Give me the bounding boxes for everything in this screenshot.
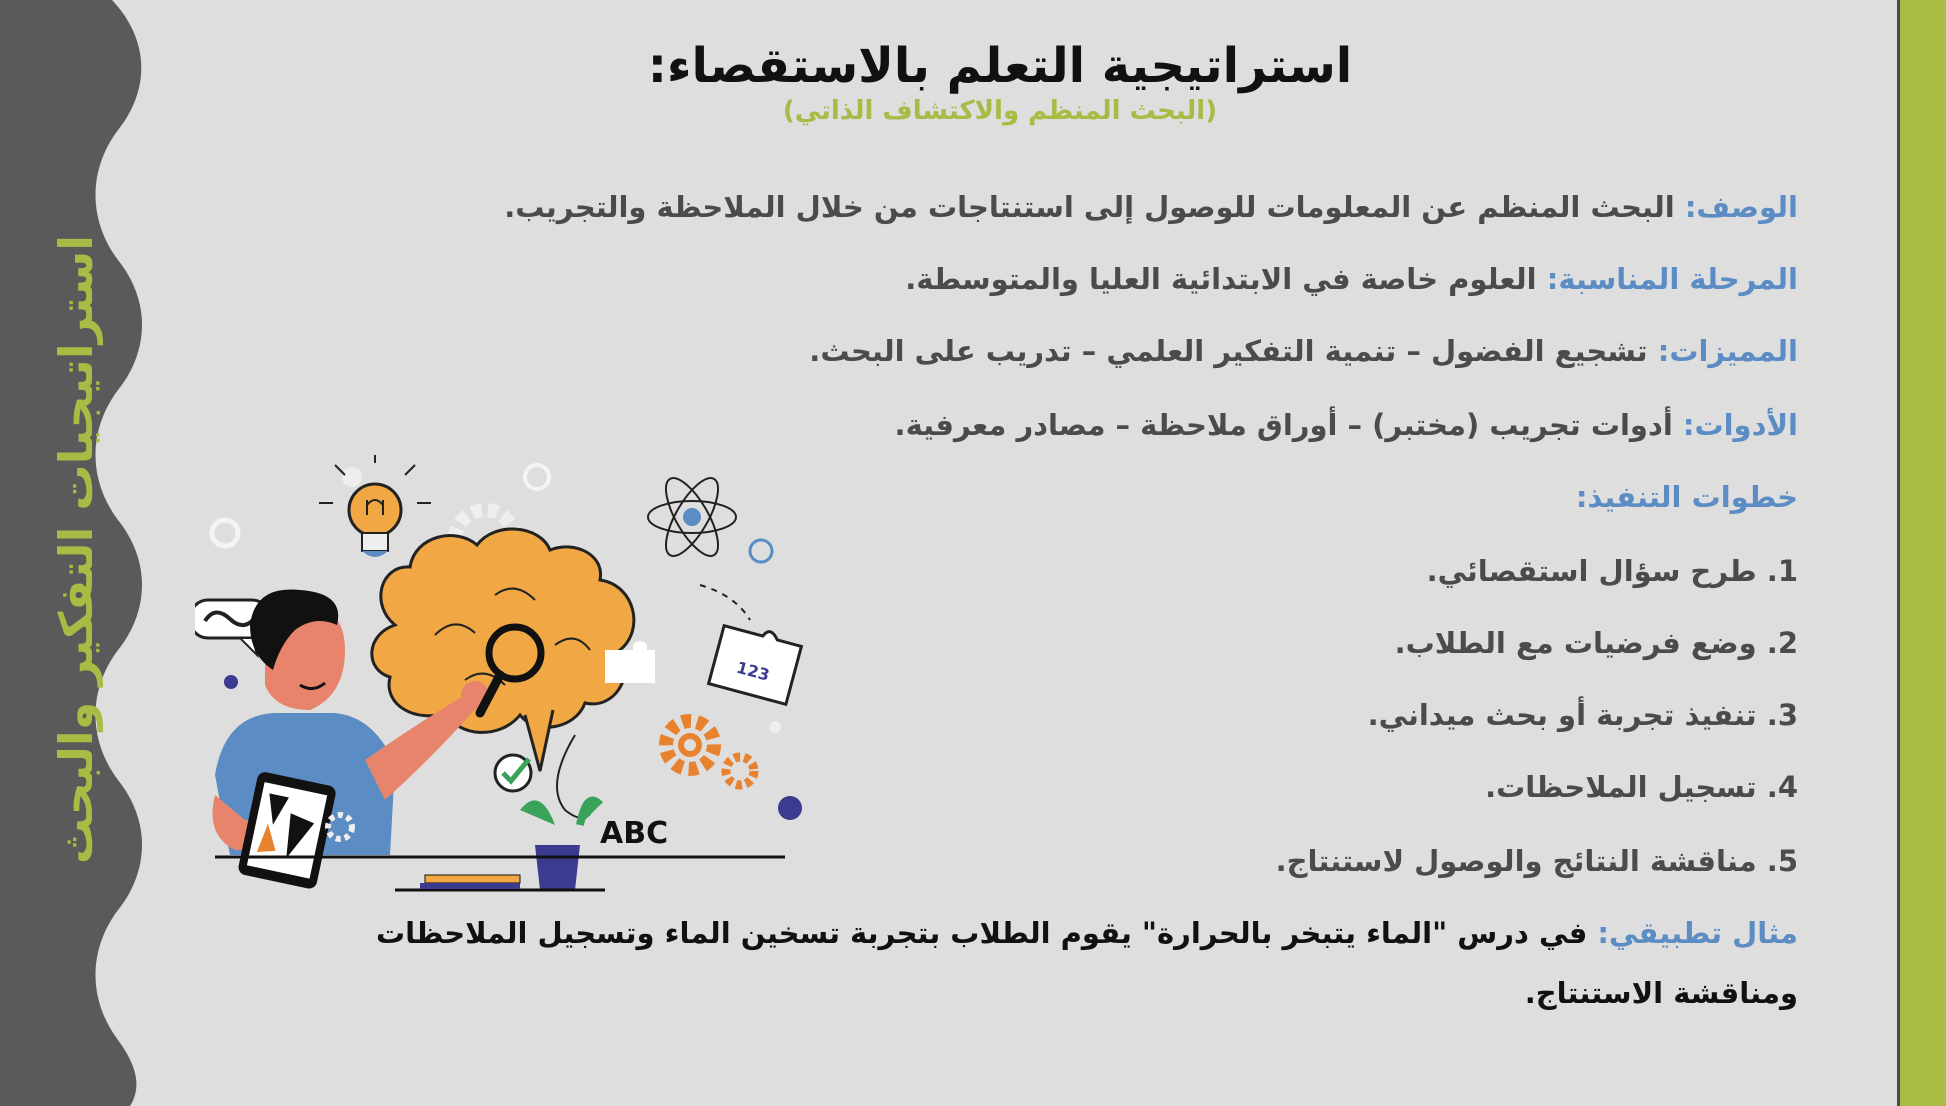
gear-small-icon	[726, 757, 754, 785]
decor-circle-icon	[750, 540, 772, 562]
step-item: 3. تنفيذ تجربة أو بحث ميداني.	[1367, 698, 1798, 732]
decor-circle-icon	[212, 520, 238, 546]
features-text: تشجيع الفضول – تنمية التفكير العلمي – تدريب على البحث.	[809, 334, 1658, 368]
left-side-band	[0, 0, 160, 1106]
right-accent-bar	[1897, 0, 1946, 1106]
tools-label: الأدوات:	[1682, 408, 1798, 442]
stage-text: العلوم خاصة في الابتدائية العليا والمتوسطة.	[905, 262, 1547, 296]
decor-circle-icon	[342, 467, 362, 487]
tools-text: أدوات تجريب (مختبر) – أوراق ملاحظة – مصادر معرفية.	[894, 408, 1683, 442]
step-item: 4. تسجيل الملاحظات.	[1485, 770, 1798, 804]
decor-circle-icon	[525, 465, 549, 489]
tools-line	[895, 408, 1798, 442]
plant-pot-icon	[520, 800, 600, 890]
stage-label: المرحلة المناسبة:	[1546, 262, 1798, 296]
gear-icon	[666, 721, 714, 769]
puzzle-number-label: 123	[734, 657, 772, 685]
features-label: المميزات:	[1657, 334, 1798, 368]
page-title: استراتيجية التعلم بالاستقصاء:	[647, 38, 1353, 94]
lightbulb-icon	[319, 455, 431, 557]
steps-heading: خطوات التنفيذ:	[1575, 480, 1798, 514]
page-subtitle: (البحث المنظم والاكتشاف الذاتي)	[782, 96, 1218, 126]
puzzle-123-icon	[709, 620, 803, 704]
description-text: البحث المنظم عن المعلومات للوصول إلى استنتاجات من خلال الملاحظة والتجريب.	[504, 190, 1685, 224]
step-item: 2. وضع فرضيات مع الطلاب.	[1394, 626, 1798, 660]
example-text: في درس "الماء يتبخر بالحرارة" يقوم الطلاب بتجربة تسخين الماء وتسجيل الملاحظات	[375, 916, 1598, 950]
step-item: 5. مناقشة النتائج والوصول لاستنتاج.	[1275, 844, 1798, 878]
stage-line	[905, 262, 1798, 296]
example-label: مثال تطبيقي:	[1597, 916, 1798, 950]
example-line	[376, 916, 1798, 950]
side-vertical-title: استراتيجيات التفكير والبحث	[49, 235, 103, 865]
abc-label: ABC	[600, 816, 669, 851]
description-label: الوصف:	[1684, 190, 1798, 224]
checkmark-icon	[495, 755, 531, 791]
step-item: 1. طرح سؤال استقصائي.	[1426, 554, 1798, 588]
atom-icon	[648, 471, 736, 563]
inquiry-illustration	[195, 455, 815, 900]
books-icon	[420, 875, 520, 889]
decor-dot-icon	[778, 796, 802, 820]
description-line	[504, 190, 1798, 224]
example-line-2: ومناقشة الاستنتاج.	[1524, 976, 1798, 1010]
decor-dot-icon	[224, 675, 238, 689]
features-line	[809, 334, 1798, 368]
